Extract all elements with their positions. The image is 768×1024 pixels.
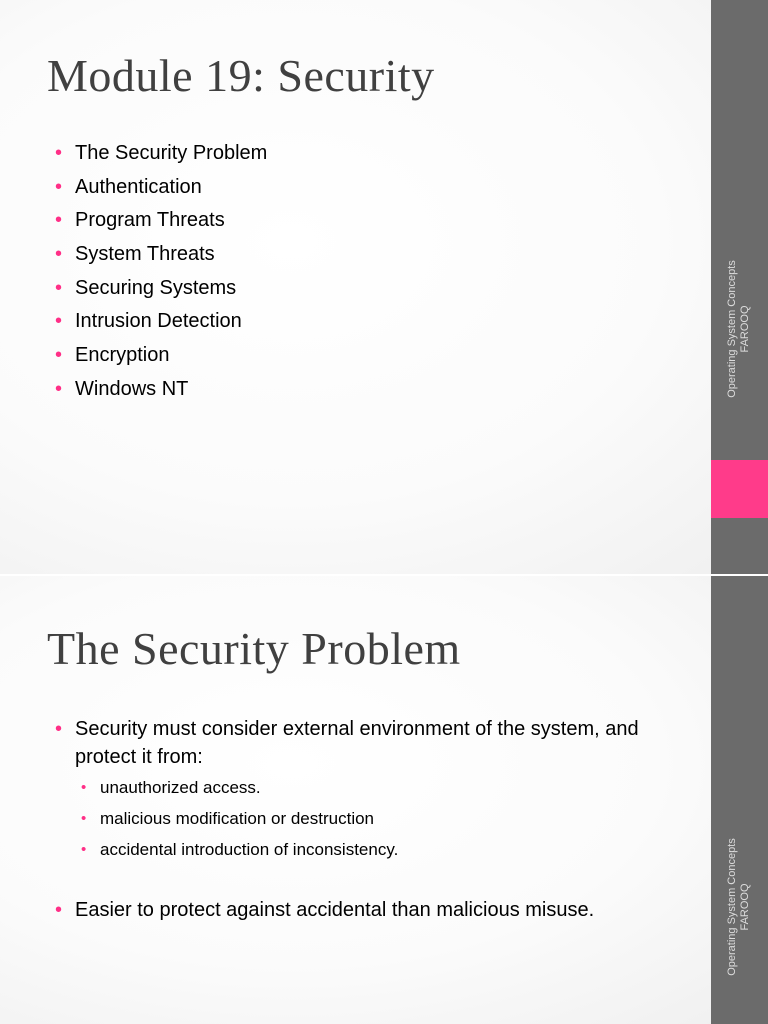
bullet-icon: • <box>55 718 63 740</box>
bullet-icon: • <box>55 276 63 299</box>
bullet-icon: • <box>81 779 87 796</box>
footer-author: FAROOQ <box>739 883 751 931</box>
bullet-icon: • <box>81 810 87 827</box>
list-item: • Intrusion Detection <box>55 310 242 333</box>
list-item: • malicious modification or destruction <box>100 807 398 838</box>
list-item: • Program Threats <box>55 209 225 232</box>
bullet-icon: • <box>55 344 63 367</box>
bullet-paragraph <box>55 715 665 771</box>
slide-footer <box>726 244 752 414</box>
slide-title: The Security Problem <box>47 623 461 674</box>
bullet-text: Easier to protect against accidental than malicious misuse. <box>75 899 595 921</box>
list-item: • The Security Problem <box>55 142 268 164</box>
slide-title: Module 19: Security <box>47 50 435 101</box>
bullet-icon: • <box>55 243 63 266</box>
footer-course: Operating System Concepts <box>726 838 738 976</box>
list-item: • Authentication <box>55 175 202 198</box>
bullet-icon: • <box>81 841 87 858</box>
bullet-icon: • <box>55 175 63 198</box>
bullet-text: Security must consider external environment of the system, and protect it from: <box>75 718 639 768</box>
bullet-paragraph <box>55 896 595 924</box>
accent-block <box>711 460 768 518</box>
list-item: • Windows NT <box>55 377 189 400</box>
list-item: • accidental introduction of inconsistency. <box>100 838 398 869</box>
bullet-icon: • <box>55 377 63 400</box>
bullet-icon: • <box>55 142 63 164</box>
slide-footer <box>726 822 752 992</box>
footer-author: FAROOQ <box>739 305 751 353</box>
list-item: • Securing Systems <box>55 276 237 299</box>
footer-course: Operating System Concepts <box>726 260 738 398</box>
bullet-icon: • <box>55 899 63 921</box>
list-item: • System Threats <box>55 243 215 266</box>
list-item: • Encryption <box>55 344 170 367</box>
list-item: • unauthorized access. <box>100 776 398 807</box>
bullet-icon: • <box>55 310 63 333</box>
slide-security-problem <box>0 576 768 1024</box>
topic-list <box>55 141 268 411</box>
sub-bullet-list <box>81 776 399 869</box>
bullet-icon: • <box>55 209 63 232</box>
